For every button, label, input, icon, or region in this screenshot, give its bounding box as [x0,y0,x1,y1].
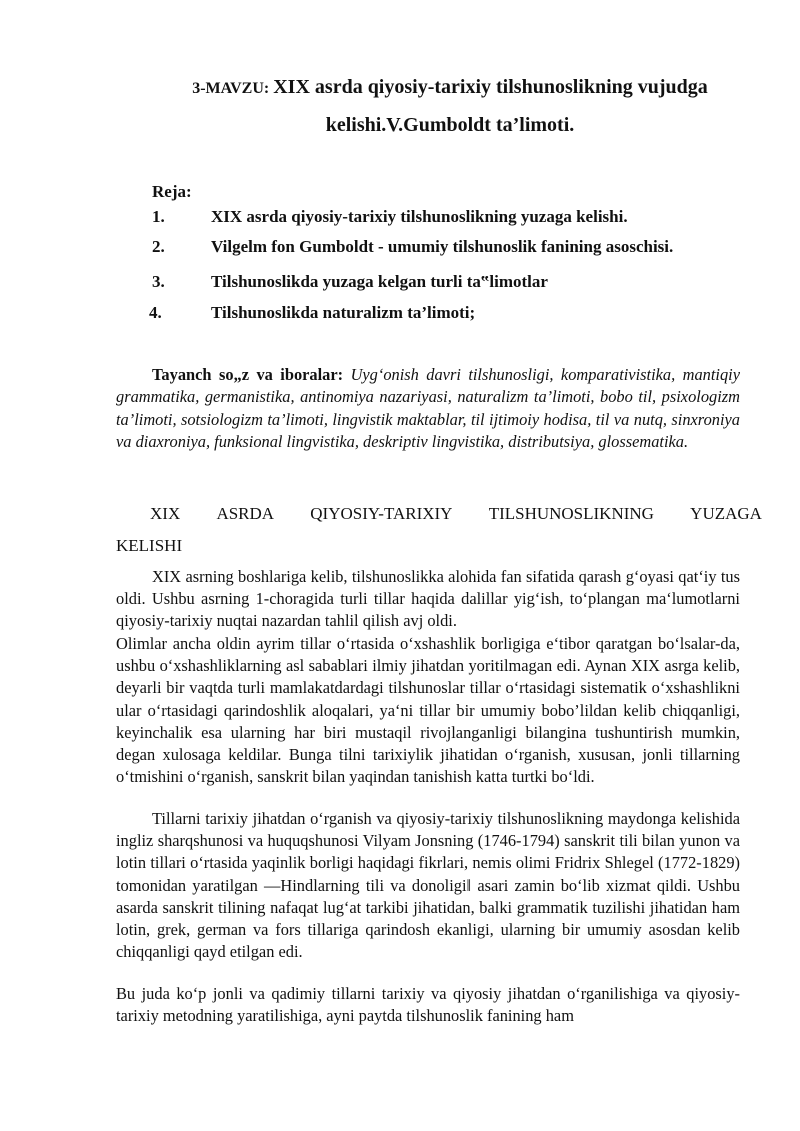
keywords-text: Uyg‘onish davri tilshunosligi, komparativistika, mantiqiy grammatika, germanistika, antinomiya nazariyasi, naturalizm ta’limoti, bobo til, psixologizm ta’limoti, sotsiologizm ta’limoti, lingvistik maktablar, til ijtimoiy hodisa, til va nutq, sinxroniya va diaxroniya, funksional lingvistika, deskriptiv lingvistika, distributsiya, glossematika. [116,365,740,452]
plan-item-number: 4. [149,303,162,322]
plan-item-number: 2. [152,237,165,256]
heading-word: YUZAGA [690,504,762,523]
paragraph-2 [116,633,740,788]
plan-item-text: XIX asrda qiyosiy-tarixiy tilshunoslikning yuzaga kelishi. [211,207,628,226]
title-line-1 [100,76,800,99]
keywords-label: Tayanch so„z va iboralar: [152,365,344,384]
paragraph-text: Olimlar ancha oldin ayrim tillar o‘rtasida o‘xshashlik borligiga e‘tibor qaratgan bo‘lsalar-da, ushbu o‘xshashliklarning asl sabablari ilmiy jihatdan yoritilmagan edi. Aynan XIX asrga kelib, deyarli bir vaqtda turli mamlakatdardagi tilshunoslar tillar o‘rtasidagi sistematik o‘xshashlikni ular o‘rtasidagi qarindoshlik aloqalari, ya‘ni tillar bir umumiy bobo’lildan kelib chiqqanligi, keyinchalik esa ularning har biri mustaqil rivojlanganligi bilangina tushuntirish mumkin, degan xulosaga keldilar. Bunga tilni tarixiylik jihatidan o‘rganish, xususan, jonli tillarning o‘tmishini o‘rganish, sanskrit bilan yaqindan tanishish katta turtki bo‘ldi. [116,634,740,787]
plan-label: Reja: [152,182,192,201]
plan-item-text: Tilshunoslikda yuzaga kelgan turli ta‟limotlar [211,272,548,291]
heading-word: TILSHUNOSLIKNING [488,504,654,523]
section-heading-line-2: KELISHI [116,536,183,555]
title-text-1: XIX asrda qiyosiy-tarixiy tilshunoslikning vujudga [273,76,708,98]
title-prefix: 3-MAVZU: [192,80,270,97]
heading-word: ASRDA [216,504,275,523]
plan-item-text: Vilgelm fon Gumboldt - umumiy tilshunoslik fanining asoschisi. [211,237,674,256]
paragraph-4 [116,983,740,1027]
plan-item-text: Tilshunoslikda naturalizm ta’limoti; [211,303,476,322]
plan-item-number: 3. [152,272,165,291]
heading-word: QIYOSIY-TARIXIY [310,504,453,523]
keywords-paragraph [116,364,740,454]
paragraph-text: Bu juda ko‘p jonli va qadimiy tillarni tarixiy va qiyosiy jihatdan o‘rganilishiga va qiyosiy-tarixiy metodning yaratilishiga, ayni paytda tilshunoslik fanining ham [116,984,740,1026]
paragraph-text: XIX asrning boshlariga kelib, tilshunoslikka alohida fan sifatida qarash g‘oyasi qat‘iy tus oldi. Ushbu asrning 1-choragida turli tillar haqida dalillar yig‘ish, to‘plangan ma‘lumotlarni qiyosiy-tarixiy nuqtai nazardan tahlil qilish avj oldi. [116,567,740,631]
section-heading [116,504,762,524]
plan-item-number: 1. [152,207,165,226]
paragraph-text: Tillarni tarixiy jihatdan o‘rganish va qiyosiy-tarixiy tilshunoslikning maydonga kelishida ingliz sharqshunosi va huquqshunosi Vilyam Jonsning (1746-1794) sanskrit tili bilan yunon va lotin tillari o‘rtasida yaqinlik borligi haqidagi fikrlari, nemis olimi Fridrix Shlegel (1772-1829) tomonidan yaratilgan ―Hindlarning tili va donoligi‖ asari zamin bo‘lib xizmat qildi. Ushbu asarda sanskrit tilining nafaqat lug‘at tarkibi jihatidan, balki grammatik tuzilishi jihatidan ham lotin, grek, german va fors tillariga qarindosh ekanligi, ularning bir umumiy asosdan kelib chiqqanligi qayd etilgan edi. [116,809,740,962]
paragraph-1 [116,566,740,633]
paragraph-3 [116,808,740,963]
title-line-2: kelishi.V.Gumboldt ta’limoti. [325,114,575,136]
heading-word: XIX [150,504,181,523]
